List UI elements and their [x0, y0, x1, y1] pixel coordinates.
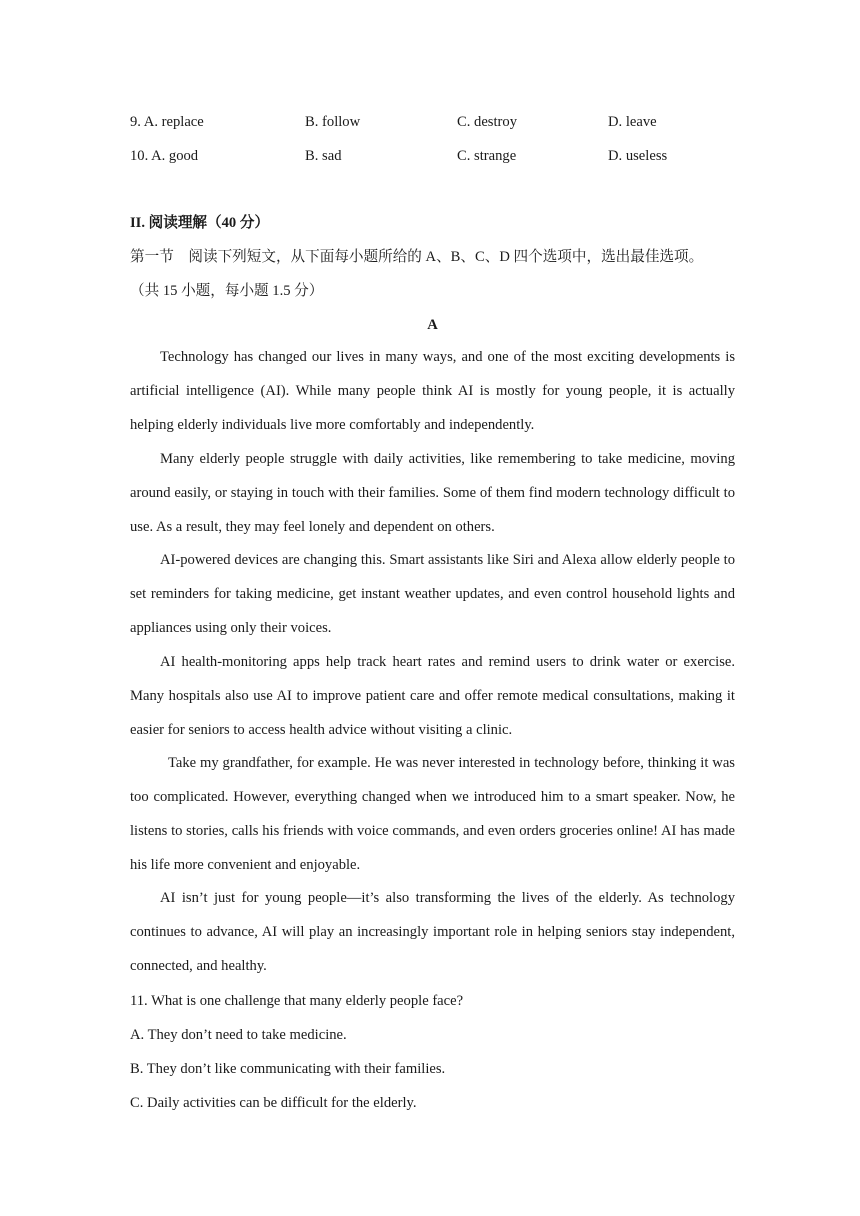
- option-row-q10: [130, 146, 750, 166]
- question-option-a: A. They don’t need to take medicine.: [130, 1027, 347, 1043]
- passage-paragraph-4: AI health-monitoring apps help track heart rates and remind users to drink water or exercise. Many hospitals also use AI to improve patient care and offer remote medical consultations, making it easier for seniors to access health advice without visiting a clinic.: [130, 654, 735, 738]
- option-b: B. sad: [305, 148, 342, 164]
- option-a: 9. A. replace: [130, 114, 204, 130]
- option-d: D. useless: [608, 148, 668, 164]
- option-b: B. follow: [305, 114, 361, 130]
- question-option-b: B. They don’t like communicating with their families.: [130, 1061, 446, 1077]
- passage-paragraph-1: Technology has changed our lives in many ways, and one of the most exciting developments is artificial intelligence (AI). While many people think AI is mostly for young people, it is actually helping elderly individuals live more comfortably and independently.: [130, 349, 735, 433]
- section-title: II. 阅读理解（40 分）: [130, 215, 270, 231]
- option-a: 10. A. good: [130, 148, 199, 164]
- passage-paragraph-6: AI isn’t just for young people—it’s also transforming the lives of the elderly. As technology continues to advance, AI will play an increasingly important role in helping seniors stay independent, connected, and healthy.: [130, 890, 735, 974]
- passage-paragraph-2: Many elderly people struggle with daily activities, like remembering to take medicine, moving around easily, or staying in touch with their families. Some of them find modern technology difficult to use. As a result, they may feel lonely and dependent on others.: [130, 451, 735, 535]
- option-c: C. destroy: [457, 114, 517, 130]
- question-stem: 11. What is one challenge that many elderly people face?: [130, 993, 464, 1009]
- option-c: C. strange: [457, 148, 517, 164]
- option-d: D. leave: [608, 114, 657, 130]
- question-option-c: C. Daily activities can be difficult for the elderly.: [130, 1095, 417, 1111]
- section-instruction-scoring: （共 15 小题，每小题 1.5 分）: [130, 283, 324, 299]
- passage-paragraph-3: AI-powered devices are changing this. Smart assistants like Siri and Alexa allow elderly people to set reminders for taking medicine, get instant weather updates, and even control household lights and appliances using only their voices.: [130, 552, 735, 636]
- section-instruction: 第一节 阅读下列短文，从下面每小题所给的 A、B、C、D 四个选项中，选出最佳选项。: [130, 249, 704, 265]
- passage-paragraph-5: Take my grandfather, for example. He was never interested in technology before, thinking it was too complicated. However, everything changed when we introduced him to a smart speaker. Now, he listens to stories, calls his friends with voice commands, and even orders groceries online! AI has made his life more convenient and enjoyable.: [130, 755, 735, 873]
- option-row-q9: [130, 112, 750, 132]
- passage-label: A: [427, 317, 438, 333]
